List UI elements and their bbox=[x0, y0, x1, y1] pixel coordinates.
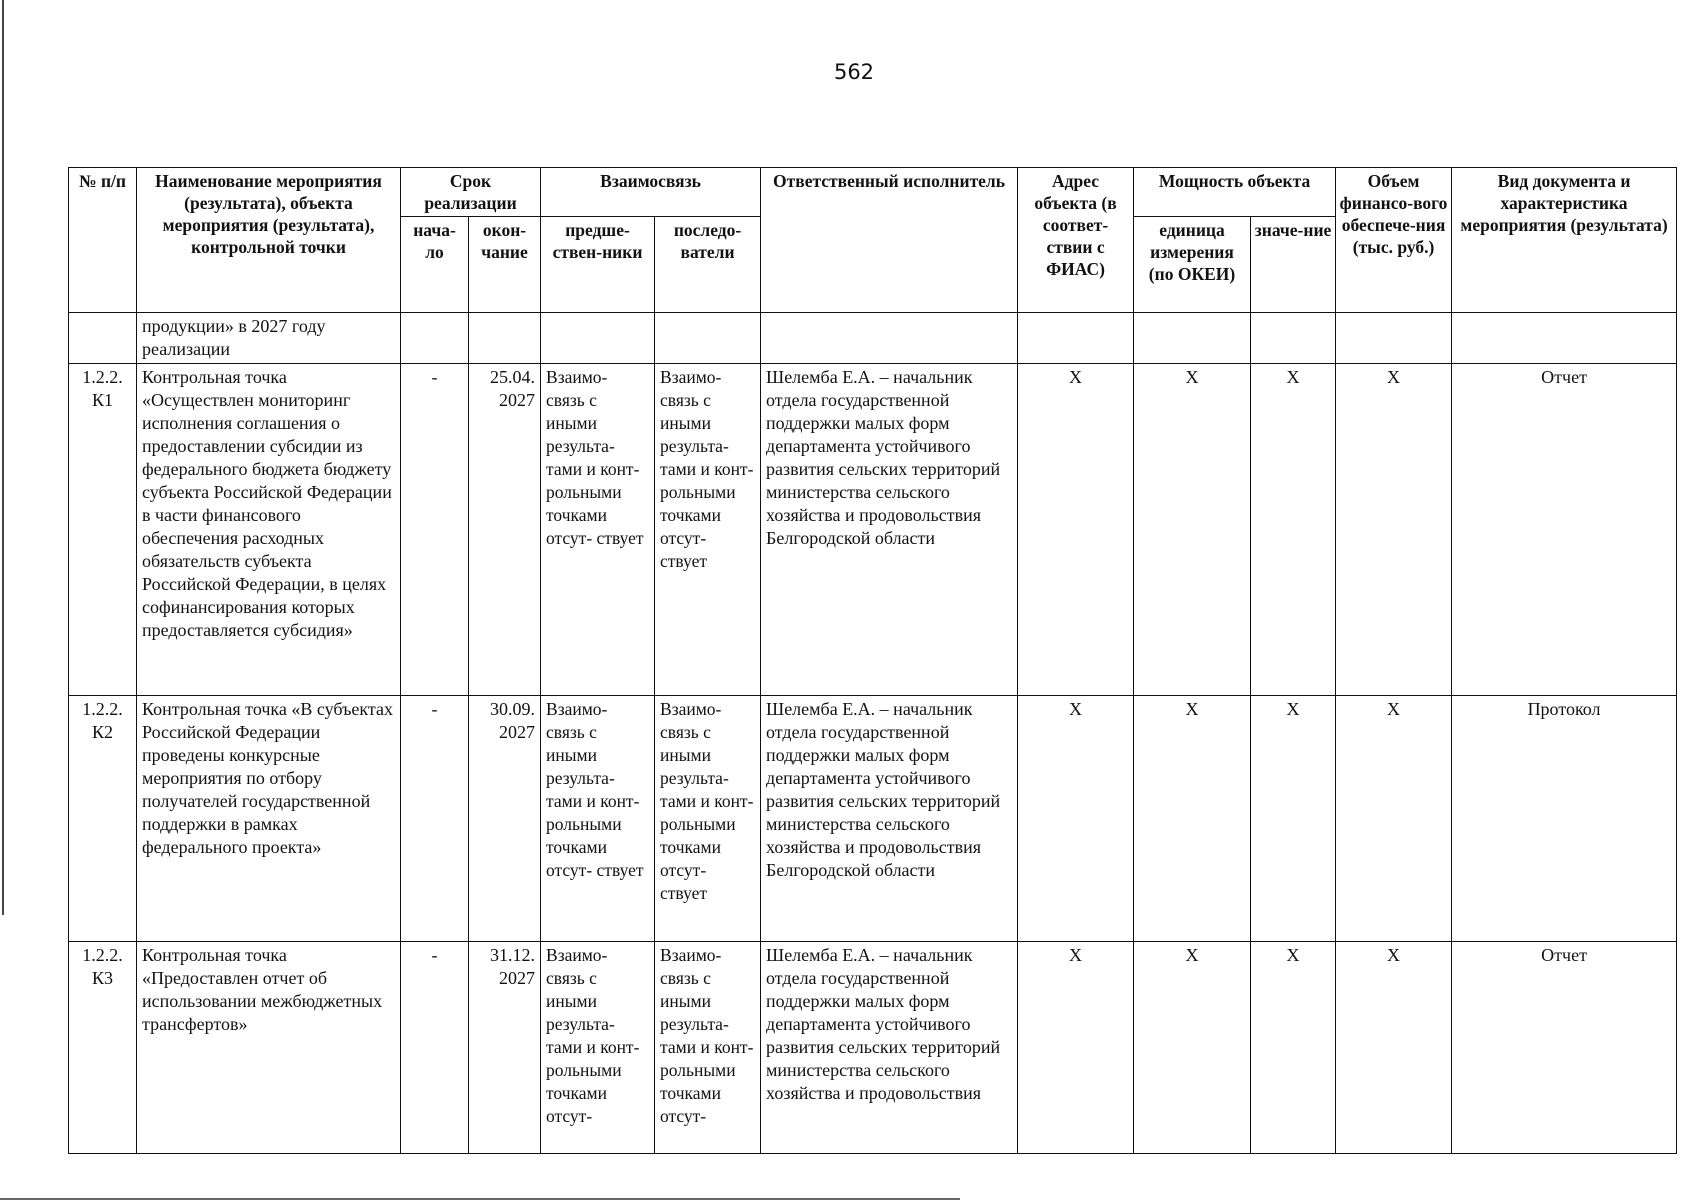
header-term-end: окон-чание bbox=[469, 217, 541, 313]
table-row bbox=[69, 364, 1677, 696]
row-start: - bbox=[401, 696, 469, 942]
header-successors: последо-ватели bbox=[655, 217, 761, 313]
header-predecessors: предше-ствен-ники bbox=[541, 217, 655, 313]
continuation-empty-cell bbox=[1018, 313, 1134, 364]
row-doc-type: Отчет bbox=[1452, 364, 1677, 696]
header-address: Адрес объекта (в соответ-ствии с ФИАС) bbox=[1018, 168, 1134, 313]
continuation-empty-cell bbox=[541, 313, 655, 364]
header-term: Срок реализации bbox=[401, 168, 541, 217]
row-unit: Х bbox=[1134, 942, 1251, 1154]
row-predecessors: Взаимо- связь с иными результа- тами и конт- рольными точками отсут- bbox=[541, 942, 655, 1154]
header-num: № п/п bbox=[69, 168, 137, 313]
row-value: Х bbox=[1251, 364, 1336, 696]
row-num: 1.2.2. К1 bbox=[69, 364, 137, 696]
header-responsible: Ответственный исполнитель bbox=[761, 168, 1018, 313]
row-predecessors: Взаимо- связь с иными результа- тами и конт- рольными точками отсут- ствует bbox=[541, 364, 655, 696]
row-name: Контрольная точка «В субъектах Российской Федерации проведены конкурсные мероприятия по отбору получателей государственной поддержки в рамках федерального проекта» bbox=[137, 696, 401, 942]
continuation-empty-cell bbox=[1251, 313, 1336, 364]
row-successors: Взаимо- связь с иными результа- тами и конт- рольными точками отсут- ствует bbox=[655, 696, 761, 942]
header-unit: единица измерения (по ОКЕИ) bbox=[1134, 217, 1251, 313]
header-row-1 bbox=[69, 168, 1677, 217]
row-funding: Х bbox=[1336, 696, 1452, 942]
continuation-num bbox=[69, 313, 137, 364]
plan-table bbox=[68, 167, 1677, 1154]
row-responsible: Шелемба Е.А. – начальник отдела государственной поддержки малых форм департамента устойчивого развития сельских территорий министерства сельского хозяйства и продовольствия bbox=[761, 942, 1018, 1154]
row-unit: Х bbox=[1134, 364, 1251, 696]
continuation-empty-cell bbox=[401, 313, 469, 364]
row-responsible: Шелемба Е.А. – начальник отдела государственной поддержки малых форм департамента устойчивого развития сельских территорий министерства сельского хозяйства и продовольствия Белгородской области bbox=[761, 364, 1018, 696]
row-end: 30.09. 2027 bbox=[469, 696, 541, 942]
row-unit: Х bbox=[1134, 696, 1251, 942]
row-value: Х bbox=[1251, 696, 1336, 942]
header-term-start: нача-ло bbox=[401, 217, 469, 313]
row-address: Х bbox=[1018, 364, 1134, 696]
row-responsible: Шелемба Е.А. – начальник отдела государственной поддержки малых форм департамента устойчивого развития сельских территорий министерства сельского хозяйства и продовольствия Белгородской области bbox=[761, 696, 1018, 942]
left-margin-line bbox=[2, 0, 4, 915]
header-doc-type: Вид документа и характеристика мероприятия (результата) bbox=[1452, 168, 1677, 313]
continuation-empty-cell bbox=[469, 313, 541, 364]
page-number: 562 bbox=[833, 60, 875, 84]
row-name: Контрольная точка «Осуществлен мониторинг исполнения соглашения о предоставлении субсидии из федерального бюджета бюджету субъекта Российской Федерации в части финансового обеспечения расходных обязательств субъекта Российской Федерации, в целях софинансирования которых предоставляется субсидия» bbox=[137, 364, 401, 696]
row-start: - bbox=[401, 364, 469, 696]
row-predecessors: Взаимо- связь с иными результа- тами и конт- рольными точками отсут- ствует bbox=[541, 696, 655, 942]
table-row bbox=[69, 696, 1677, 942]
continuation-empty-cell bbox=[761, 313, 1018, 364]
continuation-empty-cell bbox=[1452, 313, 1677, 364]
row-value: Х bbox=[1251, 942, 1336, 1154]
row-successors: Взаимо- связь с иными результа- тами и конт- рольными точками отсут- bbox=[655, 942, 761, 1154]
row-doc-type: Протокол bbox=[1452, 696, 1677, 942]
header-funding: Объем финансо-вого обеспече-ния (тыс. руб.) bbox=[1336, 168, 1452, 313]
row-funding: Х bbox=[1336, 942, 1452, 1154]
row-num: 1.2.2. К2 bbox=[69, 696, 137, 942]
continuation-row bbox=[69, 313, 1677, 364]
header-name: Наименование мероприятия (результата), объекта мероприятия (результата), контрольной точки bbox=[137, 168, 401, 313]
row-successors: Взаимо- связь с иными результа- тами и конт- рольными точками отсут- ствует bbox=[655, 364, 761, 696]
table-row bbox=[69, 942, 1677, 1154]
row-end: 25.04. 2027 bbox=[469, 364, 541, 696]
continuation-empty-cell bbox=[1336, 313, 1452, 364]
row-name: Контрольная точка «Предоставлен отчет об использовании межбюджетных трансфертов» bbox=[137, 942, 401, 1154]
continuation-name: продукции» в 2027 году реализации bbox=[137, 313, 401, 364]
row-address: Х bbox=[1018, 942, 1134, 1154]
header-capacity: Мощность объекта bbox=[1134, 168, 1336, 217]
header-relation: Взаимосвязь bbox=[541, 168, 761, 217]
row-num: 1.2.2. К3 bbox=[69, 942, 137, 1154]
row-funding: Х bbox=[1336, 364, 1452, 696]
row-doc-type: Отчет bbox=[1452, 942, 1677, 1154]
continuation-empty-cell bbox=[655, 313, 761, 364]
header-value: значе-ние bbox=[1251, 217, 1336, 313]
row-end: 31.12. 2027 bbox=[469, 942, 541, 1154]
row-address: Х bbox=[1018, 696, 1134, 942]
row-start: - bbox=[401, 942, 469, 1154]
continuation-empty-cell bbox=[1134, 313, 1251, 364]
